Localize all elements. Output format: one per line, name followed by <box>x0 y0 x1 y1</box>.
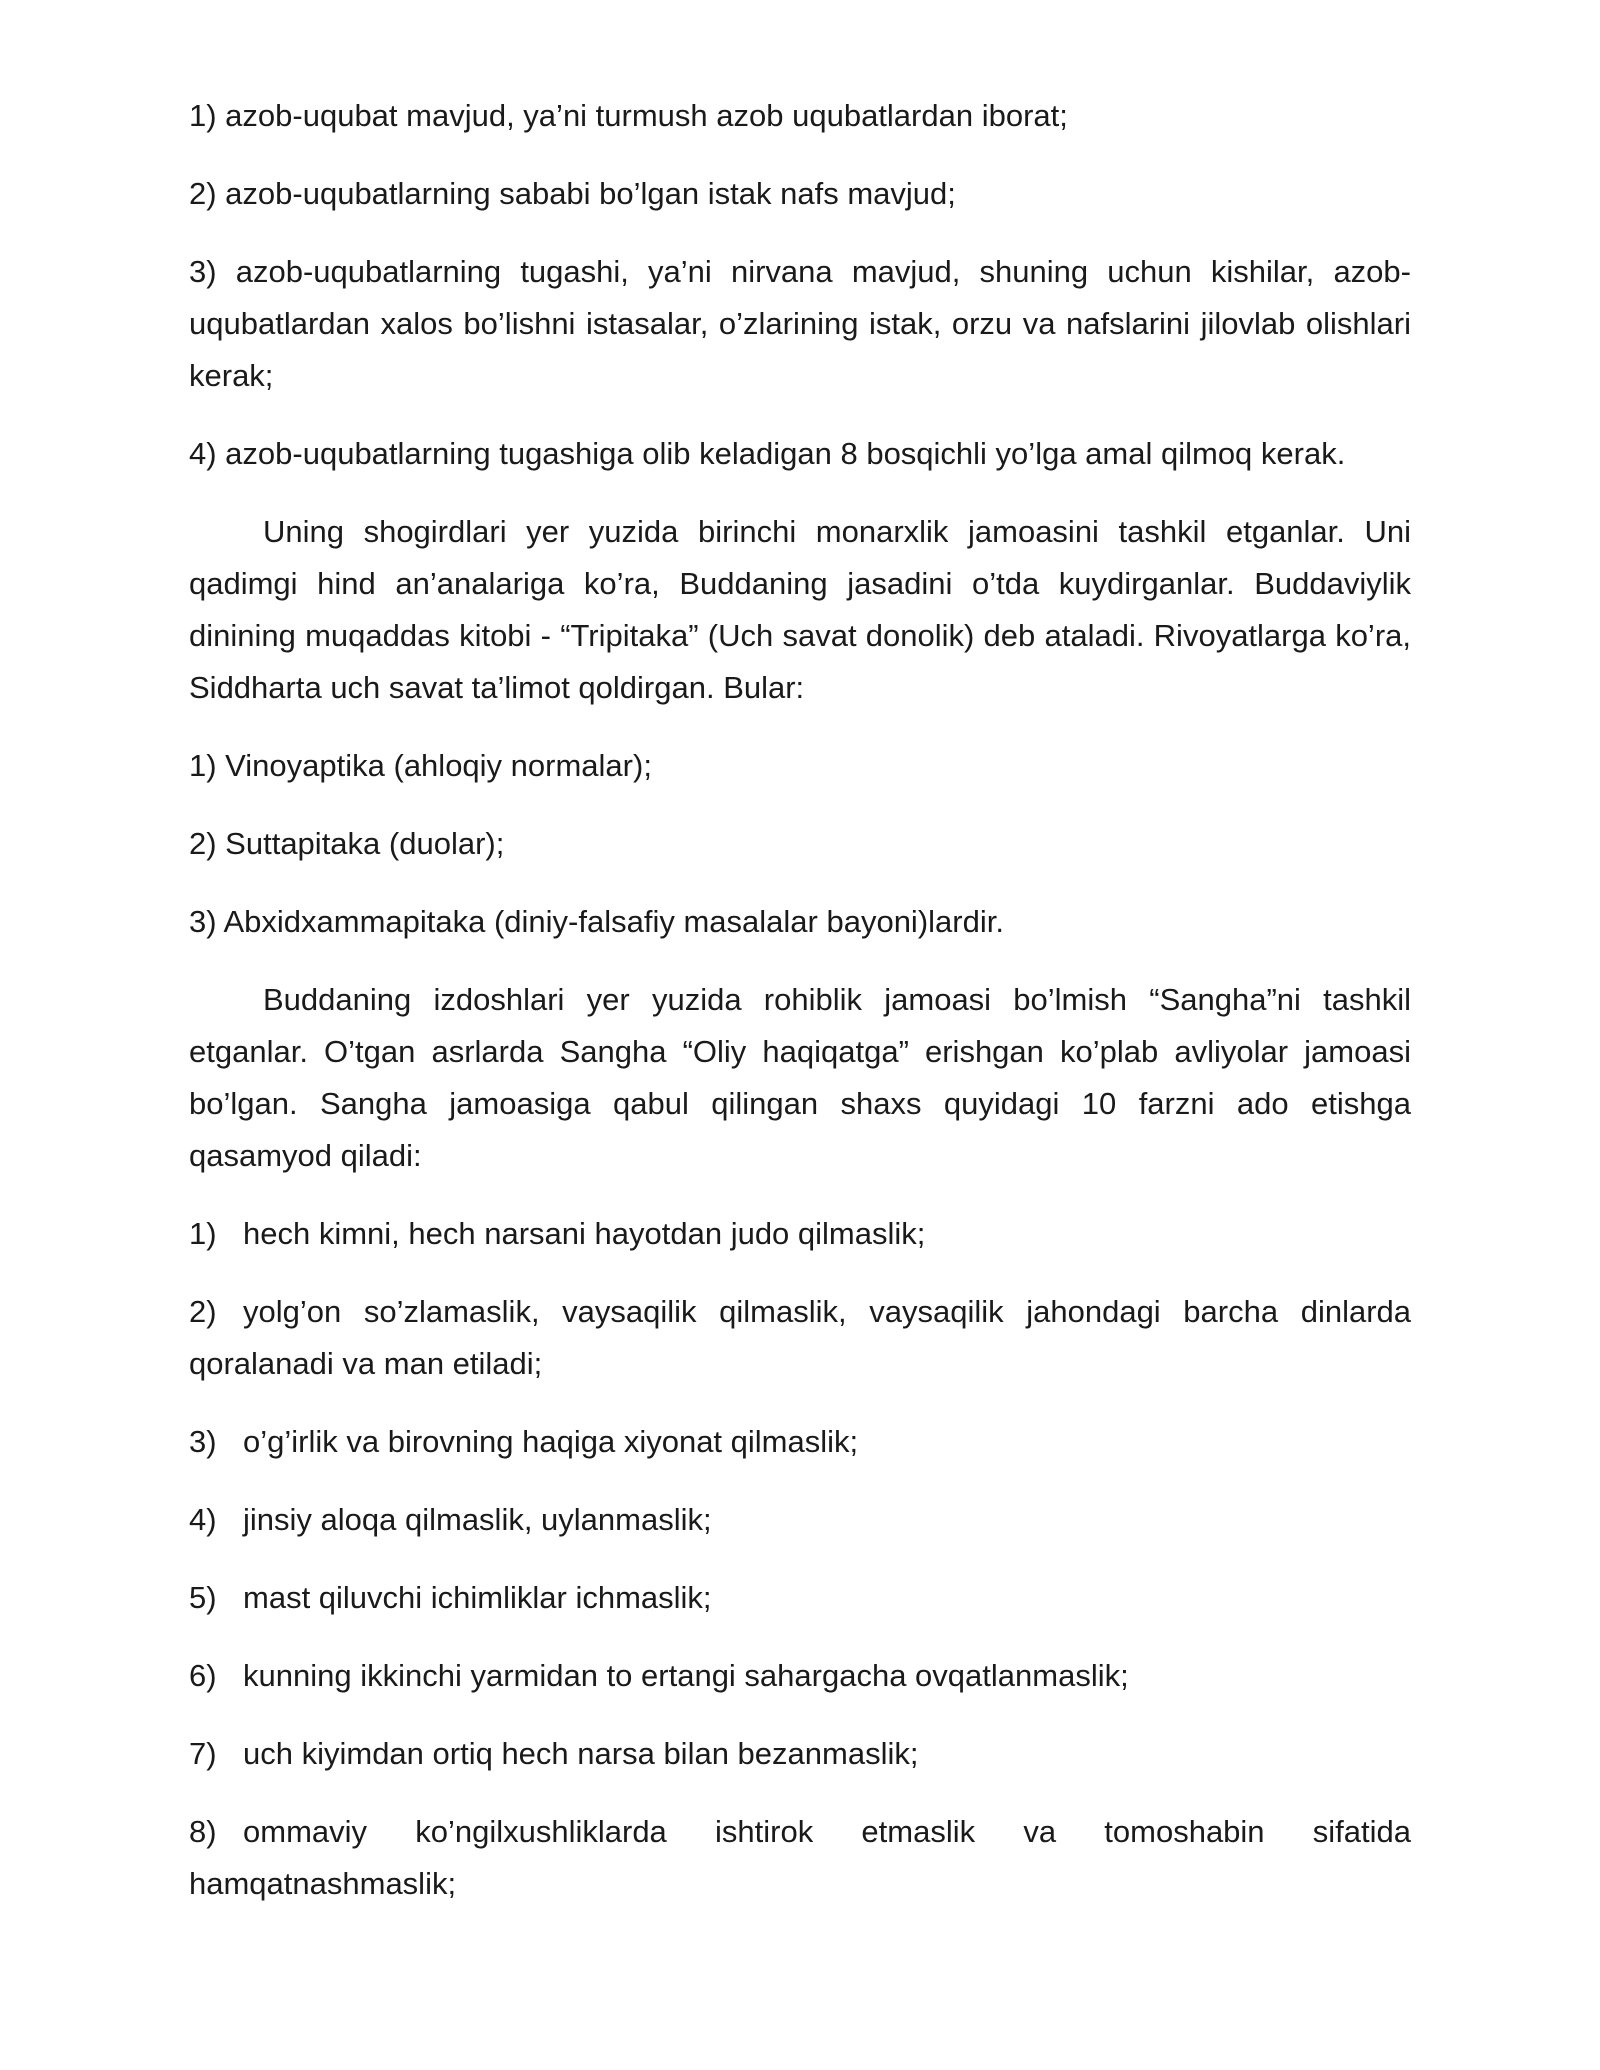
list-number: 5) <box>189 1580 217 1615</box>
list-text: ommaviy ko’ngilxushliklarda ishtirok etmaslik va tomoshabin sifatida hamqatnashmaslik; <box>189 1814 1411 1901</box>
list-item <box>189 1728 1411 1780</box>
list-item <box>189 1416 1411 1468</box>
list-item: 4) azob-uqubatlarning tugashiga olib keladigan 8 bosqichli yo’lga amal qilmoq kerak. <box>189 436 1346 471</box>
list-text: uch kiyimdan ortiq hech narsa bilan bezanmaslik; <box>243 1736 919 1771</box>
list-number: 2) <box>189 1294 217 1329</box>
document-page <box>189 90 1411 1936</box>
list-item: 2) azob-uqubatlarning sababi bo’lgan istak nafs mavjud; <box>189 176 956 211</box>
list-number: 1) <box>189 1216 217 1251</box>
list-item <box>189 1494 1411 1546</box>
list-number: 7) <box>189 1736 217 1771</box>
paragraph-sangha: Buddaning izdoshlari yer yuzida rohiblik jamoasi bo’lmish “Sangha”ni tashkil etganlar. O’tgan asrlarda Sangha “Oliy haqiqatga” erishgan ko’plab avliyolar jamoasi bo’lgan. Sangha jamoasiga qabul qilingan shaxs quyidagi 10 farzni ado etishga qasamyod qiladi: <box>189 982 1411 1173</box>
list-text: hech kimni, hech narsani hayotdan judo qilmaslik; <box>243 1216 926 1251</box>
list-item <box>189 1208 1411 1260</box>
list-item <box>189 1286 1411 1390</box>
list-item: 3) azob-uqubatlarning tugashi, ya’ni nirvana mavjud, shuning uchun kishilar, azob-uqubatlardan xalos bo’lishni istasalar, o’zlarining istak, orzu va nafslarini jilovlab olishlari kerak; <box>189 254 1411 393</box>
list-item: 2) Suttapitaka (duolar); <box>189 826 505 861</box>
list-number: 3) <box>189 1424 217 1459</box>
list-item: 1) Vinoyaptika (ahloqiy normalar); <box>189 748 652 783</box>
list-item <box>189 1806 1411 1910</box>
list-number: 8) <box>189 1814 217 1849</box>
paragraph-disciples: Uning shogirdlari yer yuzida birinchi monarxlik jamoasini tashkil etganlar. Uni qadimgi hind an’analariga ko’ra, Buddaning jasadini o’tda kuydirganlar. Buddaviylik dinining muqaddas kitobi - “Tripitaka” (Uch savat donolik) deb ataladi. Rivoyatlarga ko’ra, Siddharta uch savat ta’limot qoldirgan. Bular: <box>189 514 1411 705</box>
list-number: 4) <box>189 1502 217 1537</box>
list-text: mast qiluvchi ichimliklar ichmaslik; <box>243 1580 712 1615</box>
list-text: kunning ikkinchi yarmidan to ertangi sahargacha ovqatlanmaslik; <box>243 1658 1129 1693</box>
list-item <box>189 1572 1411 1624</box>
list-item: 3) Abxidxammapitaka (diniy-falsafiy masalalar bayoni)lardir. <box>189 904 1004 939</box>
list-text: jinsiy aloqa qilmaslik, uylanmaslik; <box>243 1502 712 1537</box>
list-number: 6) <box>189 1658 217 1693</box>
list-text: o’g’irlik va birovning haqiga xiyonat qilmaslik; <box>243 1424 859 1459</box>
list-text: yolg’on so’zlamaslik, vaysaqilik qilmaslik, vaysaqilik jahondagi barcha dinlarda qoralanadi va man etiladi; <box>189 1294 1411 1381</box>
list-item: 1) azob-uqubat mavjud, ya’ni turmush azob uqubatlardan iborat; <box>189 98 1068 133</box>
list-item <box>189 1650 1411 1702</box>
